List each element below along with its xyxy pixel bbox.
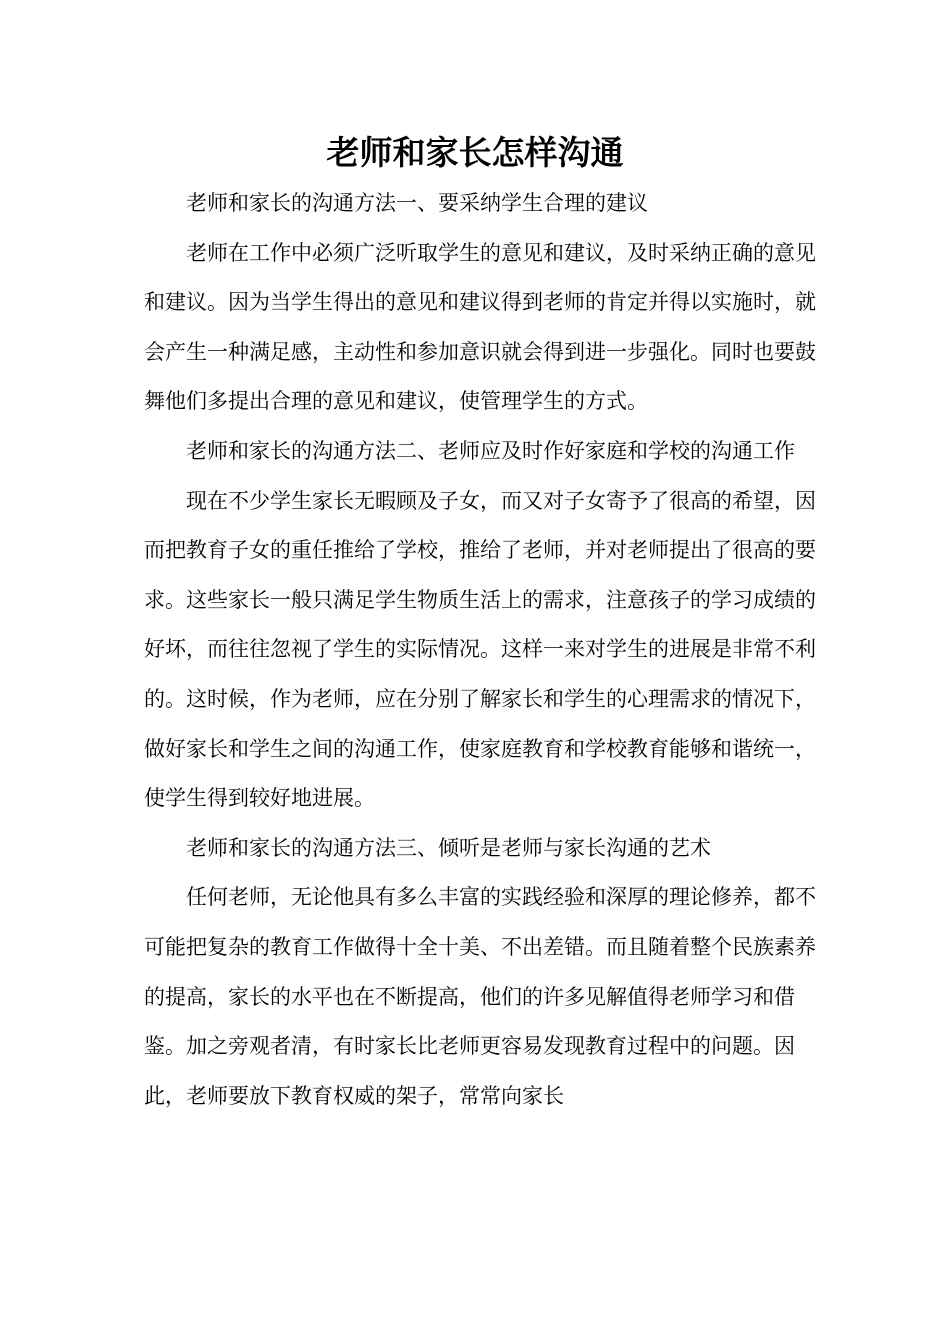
paragraph-2: 现在不少学生家长无暇顾及子女，而又对子女寄予了很高的希望，因而把教育子女的重任推给了学校，推给了老师，并对老师提出了很高的要求。这些家长一般只满足学生物质生活上的需求，注意孩子的学习成绩的好坏，而往往忽视了学生的实际情况。这样一来对学生的进展是非常不利的。这时候，作为老师，应在分别了解家长和学生的心理需求的情况下，做好家长和学生之间的沟通工作，使家庭教育和学校教育能够和谐统一，使学生得到较好地进展。 xyxy=(144,488,816,811)
section-heading-3: 老师和家长的沟通方法三、倾听是老师与家长沟通的艺术 xyxy=(186,835,711,860)
document-body xyxy=(144,179,824,1121)
paragraph-1: 老师在工作中必须广泛听取学生的意见和建议，及时采纳正确的意见和建议。因为当学生得出的意见和建议得到老师的肯定并得以实施时，就会产生一种满足感，主动性和参加意识就会得到进一步强化。同时也要鼓舞他们多提出合理的意见和建议，使管理学生的方式。 xyxy=(144,240,816,414)
section-heading-1: 老师和家长的沟通方法一、要采纳学生合理的建议 xyxy=(186,191,648,215)
section-heading-2: 老师和家长的沟通方法二、老师应及时作好家庭和学校的沟通工作 xyxy=(186,438,795,463)
paragraph-3: 任何老师，无论他具有多么丰富的实践经验和深厚的理论修养，都不可能把复杂的教育工作做得十全十美、不出差错。而且随着整个民族素养的提高，家长的水平也在不断提高，他们的许多见解值得老师学习和借鉴。加之旁观者清，有时家长比老师更容易发现教育过程中的问题。因此，老师要放下教育权威的架子，常常向家长 xyxy=(144,885,816,1108)
page-title: 老师和家长怎样沟通 xyxy=(326,133,624,172)
